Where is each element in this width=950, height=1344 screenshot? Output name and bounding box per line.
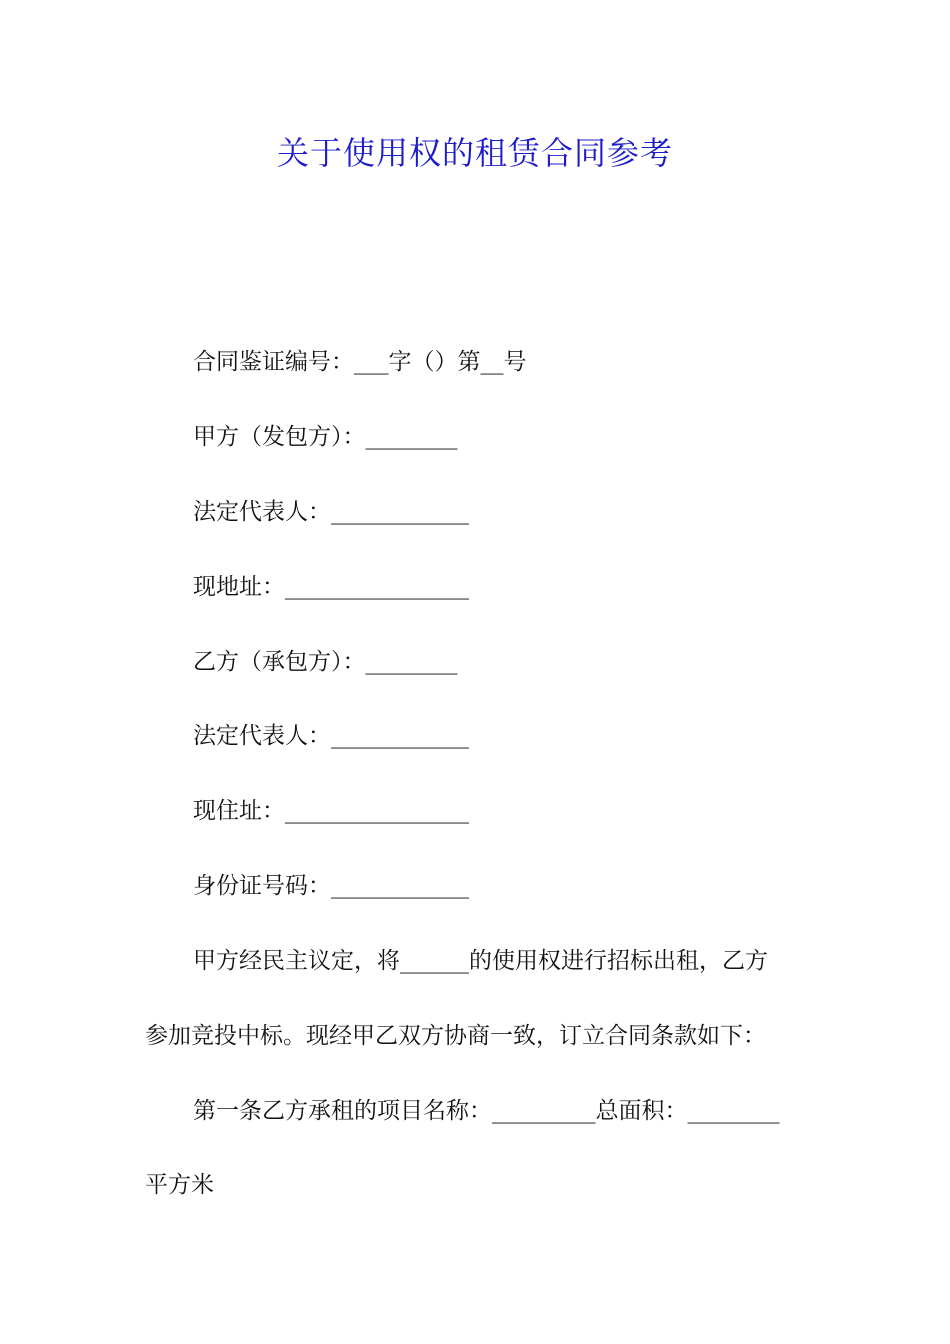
paragraph-intro-line-1: 甲方经民主议定，将______的使用权进行招标出租，乙方 [193, 948, 768, 974]
contract-number-line: 合同鉴证编号：___字（）第__号 [193, 349, 527, 375]
party-a-representative-line: 法定代表人：____________ [193, 499, 469, 525]
document-title: 关于使用权的租赁合同参考 [276, 134, 673, 172]
article-one-line-2: 平方米 [145, 1172, 214, 1198]
party-a-line: 甲方（发包方）：________ [193, 424, 458, 450]
id-number-line: 身份证号码：____________ [193, 873, 469, 899]
article-one-line-1: 第一条乙方承租的项目名称：_________总面积：________ [193, 1098, 780, 1124]
party-a-address-line: 现地址：________________ [193, 574, 469, 600]
party-b-address-line: 现住址：________________ [193, 798, 469, 824]
party-b-representative-line: 法定代表人：____________ [193, 723, 469, 749]
party-b-line: 乙方（承包方）：________ [193, 649, 458, 675]
paragraph-intro-line-2: 参加竞投中标。现经甲乙双方协商一致，订立合同条款如下： [145, 1023, 766, 1049]
